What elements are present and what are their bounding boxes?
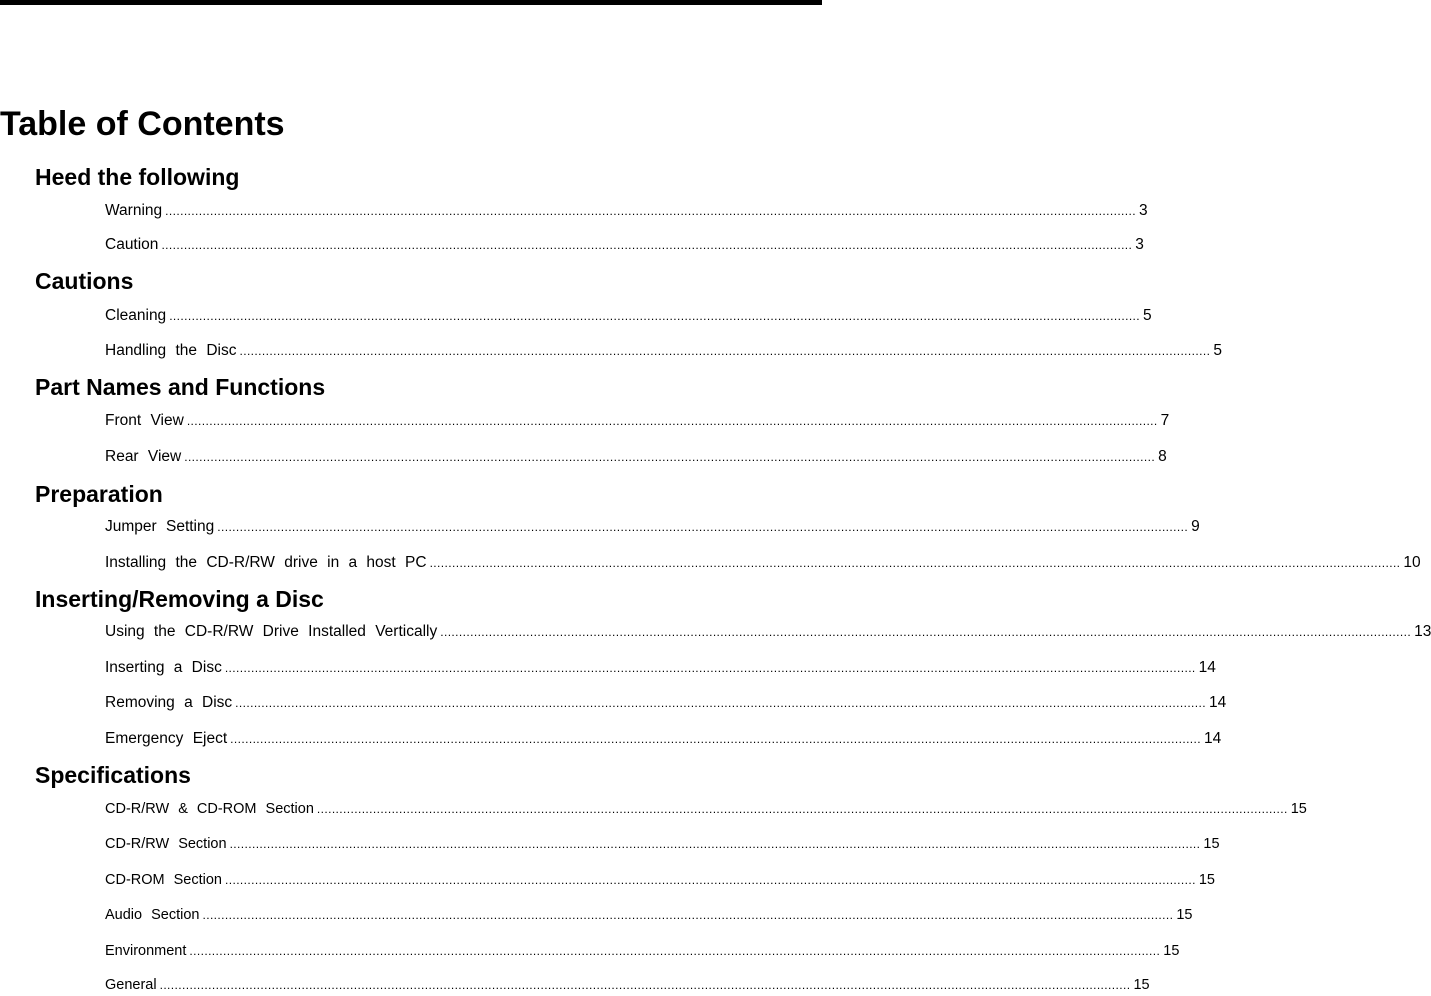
toc-entry-page: 7 [1160, 412, 1170, 429]
dot-leader: .................................................................................................................................................................................................................................................................... [184, 450, 1156, 464]
toc-entry-label: Warning [105, 202, 163, 219]
toc-entry-audio-section[interactable] [105, 904, 1193, 926]
toc-entry-front-view[interactable] [105, 410, 1170, 432]
toc-entry-using-drive-vertically[interactable] [105, 621, 1431, 643]
section-heading-inserting-removing-a-disc: Inserting/Removing a Disc [35, 586, 324, 612]
dot-leader: .................................................................................................................................................................................................................................................................... [239, 344, 1211, 358]
dot-leader: .................................................................................................................................................................................................................................................................... [316, 802, 1288, 816]
page-title: Table of Contents [0, 105, 285, 143]
toc-entry-page: 9 [1191, 518, 1200, 535]
toc-entry-label: Caution [105, 236, 159, 253]
section-heading-specifications: Specifications [35, 762, 191, 788]
dot-leader: .................................................................................................................................................................................................................................................................... [229, 837, 1201, 851]
dot-leader: .................................................................................................................................................................................................................................................................... [235, 696, 1206, 710]
toc-entry-label: Jumper Setting [105, 518, 215, 535]
dot-leader: .................................................................................................................................................................................................................................................................... [186, 414, 1158, 428]
toc-entry-label: Cleaning [105, 307, 167, 324]
toc-entry-page: 10 [1403, 554, 1421, 571]
toc-entry-page: 14 [1209, 694, 1227, 711]
toc-entry-cd-rom-section[interactable] [105, 869, 1215, 891]
dot-leader: .................................................................................................................................................................................................................................................................... [159, 978, 1131, 992]
toc-entry-label: Front View [105, 412, 184, 429]
dot-leader: .................................................................................................................................................................................................................................................................... [161, 238, 1133, 252]
toc-entry-label: CD-ROM Section [105, 872, 222, 888]
toc-entry-label: Rear View [105, 448, 182, 465]
section-heading-cautions: Cautions [35, 268, 134, 294]
toc-entry-removing-a-disc[interactable] [105, 692, 1227, 714]
toc-entry-page: 5 [1143, 307, 1152, 324]
toc-entry-label: Emergency Eject [105, 730, 228, 747]
dot-leader: .................................................................................................................................................................................................................................................................... [169, 309, 1141, 323]
toc-entry-label: Removing a Disc [105, 694, 233, 711]
toc-entry-cd-rw-section[interactable] [105, 833, 1220, 855]
toc-entry-page: 15 [1176, 907, 1193, 923]
toc-entry-label: Inserting a Disc [105, 659, 222, 676]
toc-entry-label: Audio Section [105, 907, 200, 923]
dot-leader: .................................................................................................................................................................................................................................................................... [224, 661, 1196, 675]
toc-entry-cd-rw-cd-rom-section[interactable] [105, 798, 1307, 820]
toc-entry-page: 5 [1213, 342, 1222, 359]
toc-entry-warning[interactable] [105, 200, 1148, 222]
toc-entry-label: Environment [105, 943, 187, 959]
toc-entry-jumper-setting[interactable] [105, 516, 1200, 538]
dot-leader: .................................................................................................................................................................................................................................................................... [230, 732, 1202, 746]
toc-entry-cleaning[interactable] [105, 305, 1152, 327]
toc-entry-page: 14 [1198, 659, 1216, 676]
toc-entry-page: 13 [1414, 623, 1431, 640]
section-heading-heed-the-following: Heed the following [35, 164, 240, 190]
toc-entry-label: CD-R/RW & CD-ROM Section [105, 801, 314, 817]
toc-entry-page: 15 [1290, 801, 1307, 817]
section-heading-part-names-and-functions: Part Names and Functions [35, 374, 326, 400]
toc-entry-general[interactable] [105, 974, 1150, 996]
dot-leader: .................................................................................................................................................................................................................................................................... [440, 625, 1412, 639]
toc-entry-page: 3 [1135, 236, 1144, 253]
toc-entry-installing-drive[interactable] [105, 552, 1421, 574]
toc-entry-caution[interactable] [105, 234, 1144, 256]
toc-entry-label: Using the CD-R/RW Drive Installed Vertically [105, 623, 438, 640]
toc-entry-emergency-eject[interactable] [105, 728, 1222, 750]
dot-leader: .................................................................................................................................................................................................................................................................... [225, 873, 1196, 887]
toc-entry-label: Installing the CD-R/RW drive in a host PC [105, 554, 427, 571]
dot-leader: .................................................................................................................................................................................................................................................................... [202, 908, 1174, 922]
toc-entry-page: 8 [1158, 448, 1167, 465]
toc-entry-label: Handling the Disc [105, 342, 237, 359]
dot-leader: .................................................................................................................................................................................................................................................................... [165, 204, 1136, 218]
section-heading-preparation: Preparation [35, 481, 163, 507]
toc-entry-environment[interactable] [105, 940, 1180, 962]
toc-entry-page: 14 [1204, 730, 1222, 747]
dot-leader: .................................................................................................................................................................................................................................................................... [189, 944, 1161, 958]
toc-entry-page: 15 [1198, 872, 1215, 888]
dot-leader: .................................................................................................................................................................................................................................................................... [429, 556, 1401, 570]
toc-entry-page: 3 [1139, 202, 1148, 219]
dot-leader: .................................................................................................................................................................................................................................................................... [217, 520, 1189, 534]
toc-entry-inserting-a-disc[interactable] [105, 657, 1216, 679]
toc-entry-page: 15 [1133, 977, 1150, 993]
toc-entry-rear-view[interactable] [105, 446, 1167, 468]
toc-entry-label: CD-R/RW Section [105, 836, 227, 852]
toc-entry-handling-the-disc[interactable] [105, 340, 1222, 362]
toc-entry-page: 15 [1163, 943, 1180, 959]
toc-entry-label: General [105, 977, 157, 993]
toc-entry-page: 15 [1203, 836, 1220, 852]
